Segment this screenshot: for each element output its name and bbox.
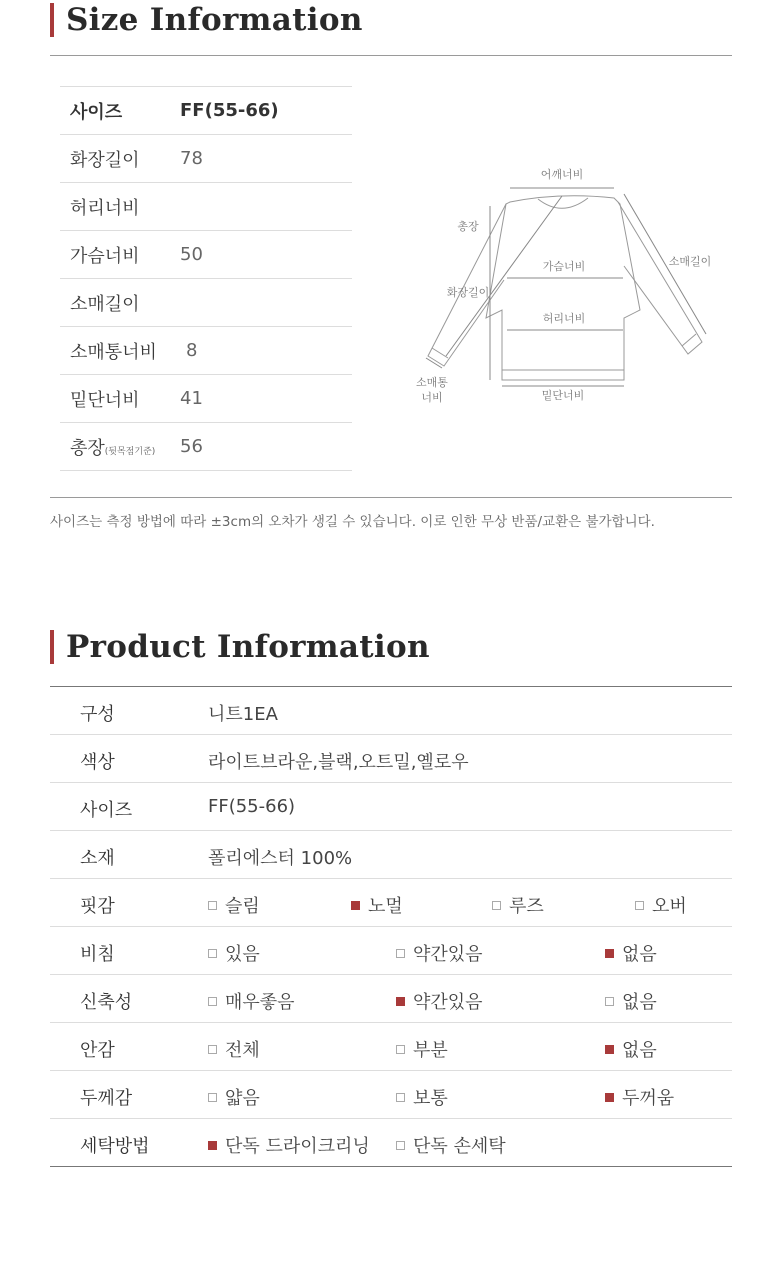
option-label: 루즈 <box>509 896 544 917</box>
cuff-label-line2: 너비 <box>421 391 443 404</box>
product-row-label: 핏감 <box>80 896 115 917</box>
size-row-label <box>60 434 180 460</box>
size-row <box>60 87 352 135</box>
size-row-value: 56 <box>180 436 203 457</box>
stretch-option-slight <box>396 988 483 1014</box>
product-row-lining <box>50 1023 732 1071</box>
option-label: 얇음 <box>225 1088 260 1109</box>
option-label: 부분 <box>413 1040 448 1061</box>
thickness-option-thick <box>605 1084 674 1110</box>
product-row-size <box>50 783 732 831</box>
raglan-label: 화장길이 <box>446 286 490 299</box>
size-row <box>60 423 352 471</box>
product-row-label: 사이즈 <box>80 800 133 821</box>
stretch-option-very-good <box>208 988 295 1014</box>
size-row-value: 50 <box>180 244 203 265</box>
product-section-heading <box>50 629 430 665</box>
fit-option-normal <box>351 892 403 918</box>
size-table-bottom-rule <box>50 497 732 498</box>
option-label: 단독 손세탁 <box>413 1136 506 1157</box>
right-cuff-line <box>682 334 696 346</box>
wash-option-dry-clean <box>208 1132 370 1158</box>
size-row-value: FF(55-66) <box>180 100 279 121</box>
option-label: 약간있음 <box>413 992 483 1013</box>
thickness-option-thin <box>208 1084 260 1110</box>
checked-box-icon <box>605 949 614 958</box>
option-label: 전체 <box>225 1040 260 1061</box>
size-row-label-text: 총장 <box>70 437 105 459</box>
unchecked-box-icon <box>635 901 644 910</box>
product-info-table <box>50 686 732 1167</box>
product-row-label: 소재 <box>80 848 115 869</box>
checked-box-icon <box>208 1141 217 1150</box>
fit-option-loose <box>492 892 544 918</box>
product-row-value: FF(55-66) <box>208 796 296 817</box>
sweater-outline <box>486 196 640 380</box>
product-row-sheerness <box>50 927 732 975</box>
size-row-value: 78 <box>180 148 203 169</box>
unchecked-box-icon <box>208 901 217 910</box>
size-row-value: 41 <box>180 388 203 409</box>
lining-option-partial <box>396 1036 448 1062</box>
left-cuff-line <box>432 348 448 358</box>
size-row-label: 허리너비 <box>70 197 140 219</box>
size-table <box>60 86 352 471</box>
shoulder-label: 어깨너비 <box>540 168 584 181</box>
option-label: 두꺼움 <box>622 1088 675 1109</box>
unchecked-box-icon <box>208 1093 217 1102</box>
option-label: 노멀 <box>368 896 403 917</box>
stretch-option-none <box>605 988 657 1014</box>
product-section-title: Product Information <box>66 629 430 665</box>
size-row-label: 소매통너비 <box>70 341 157 363</box>
unchecked-box-icon <box>208 997 217 1006</box>
total-length-label: 총장 <box>457 220 479 233</box>
heading-accent-bar <box>50 3 54 37</box>
unchecked-box-icon <box>396 949 405 958</box>
unchecked-box-icon <box>396 1093 405 1102</box>
unchecked-box-icon <box>208 949 217 958</box>
size-row <box>60 231 352 279</box>
unchecked-box-icon <box>208 1045 217 1054</box>
product-row-value: 폴리에스터 100% <box>208 848 353 869</box>
size-row <box>60 375 352 423</box>
size-row-label: 화장길이 <box>70 149 140 171</box>
option-label: 보통 <box>413 1088 448 1109</box>
lining-option-none <box>605 1036 657 1062</box>
product-row-label: 색상 <box>80 752 115 773</box>
hem-label: 밑단너비 <box>541 389 585 402</box>
chest-label: 가슴너비 <box>542 260 586 273</box>
product-row-label: 두께감 <box>80 1088 133 1109</box>
option-label: 없음 <box>622 944 657 965</box>
checked-box-icon <box>351 901 360 910</box>
size-title-rule <box>50 55 732 56</box>
sheer-option-none <box>605 940 657 966</box>
option-label: 없음 <box>622 1040 657 1061</box>
size-row <box>60 279 352 327</box>
size-disclaimer-note: 사이즈는 측정 방법에 따라 ±3cm의 오차가 생길 수 있습니다. 이로 인한 무상 반품/교환은 불가합니다. <box>50 514 655 530</box>
waist-label: 허리너비 <box>542 312 586 325</box>
size-row-label-note: (뒷목점기준) <box>104 446 156 457</box>
checked-box-icon <box>605 1045 614 1054</box>
fit-option-slim <box>208 892 260 918</box>
checked-box-icon <box>396 997 405 1006</box>
product-row-thickness <box>50 1071 732 1119</box>
product-row-washing <box>50 1119 732 1167</box>
size-row-label: 가슴너비 <box>70 245 140 267</box>
garment-measurement-diagram <box>410 160 730 410</box>
size-row-label: 사이즈 <box>70 101 123 123</box>
product-row-label: 비침 <box>80 944 115 965</box>
size-row-label: 밑단너비 <box>70 389 140 411</box>
size-section-heading <box>50 2 363 38</box>
product-row-label: 구성 <box>80 704 115 725</box>
heading-accent-bar <box>50 630 54 664</box>
product-row-value: 니트1EA <box>208 704 278 725</box>
option-label: 있음 <box>225 944 260 965</box>
wash-option-hand-wash <box>396 1132 506 1158</box>
unchecked-box-icon <box>492 901 501 910</box>
product-row-color <box>50 735 732 783</box>
cuff-label-line1: 소매통 <box>416 376 448 389</box>
option-label: 약간있음 <box>413 944 483 965</box>
size-row <box>60 327 352 375</box>
option-label: 매우좋음 <box>225 992 295 1013</box>
product-row-composition <box>50 687 732 735</box>
product-row-label: 신축성 <box>80 992 133 1013</box>
product-row-fit <box>50 879 732 927</box>
size-section-title: Size Information <box>66 2 363 38</box>
option-label: 없음 <box>622 992 657 1013</box>
size-row-value: 8 <box>186 340 198 361</box>
option-label: 오버 <box>652 896 687 917</box>
size-row <box>60 183 352 231</box>
lining-option-full <box>208 1036 260 1062</box>
product-row-label: 세탁방법 <box>80 1136 150 1157</box>
thickness-option-normal <box>396 1084 448 1110</box>
unchecked-box-icon <box>396 1141 405 1150</box>
product-row-label: 안감 <box>80 1040 115 1061</box>
size-row <box>60 135 352 183</box>
neckline <box>538 198 588 208</box>
right-sleeve-outline <box>618 202 702 354</box>
unchecked-box-icon <box>396 1045 405 1054</box>
sheer-option-yes <box>208 940 260 966</box>
product-row-material <box>50 831 732 879</box>
size-row-label: 소매길이 <box>70 293 140 315</box>
product-row-stretch <box>50 975 732 1023</box>
checked-box-icon <box>605 1093 614 1102</box>
option-label: 단독 드라이크리닝 <box>225 1136 370 1157</box>
sleeve-length-label: 소매길이 <box>668 255 712 268</box>
product-row-value: 라이트브라운,블랙,오트밀,옐로우 <box>208 752 469 773</box>
unchecked-box-icon <box>605 997 614 1006</box>
option-label: 슬림 <box>225 896 260 917</box>
sheer-option-slight <box>396 940 483 966</box>
fit-option-over <box>635 892 687 918</box>
